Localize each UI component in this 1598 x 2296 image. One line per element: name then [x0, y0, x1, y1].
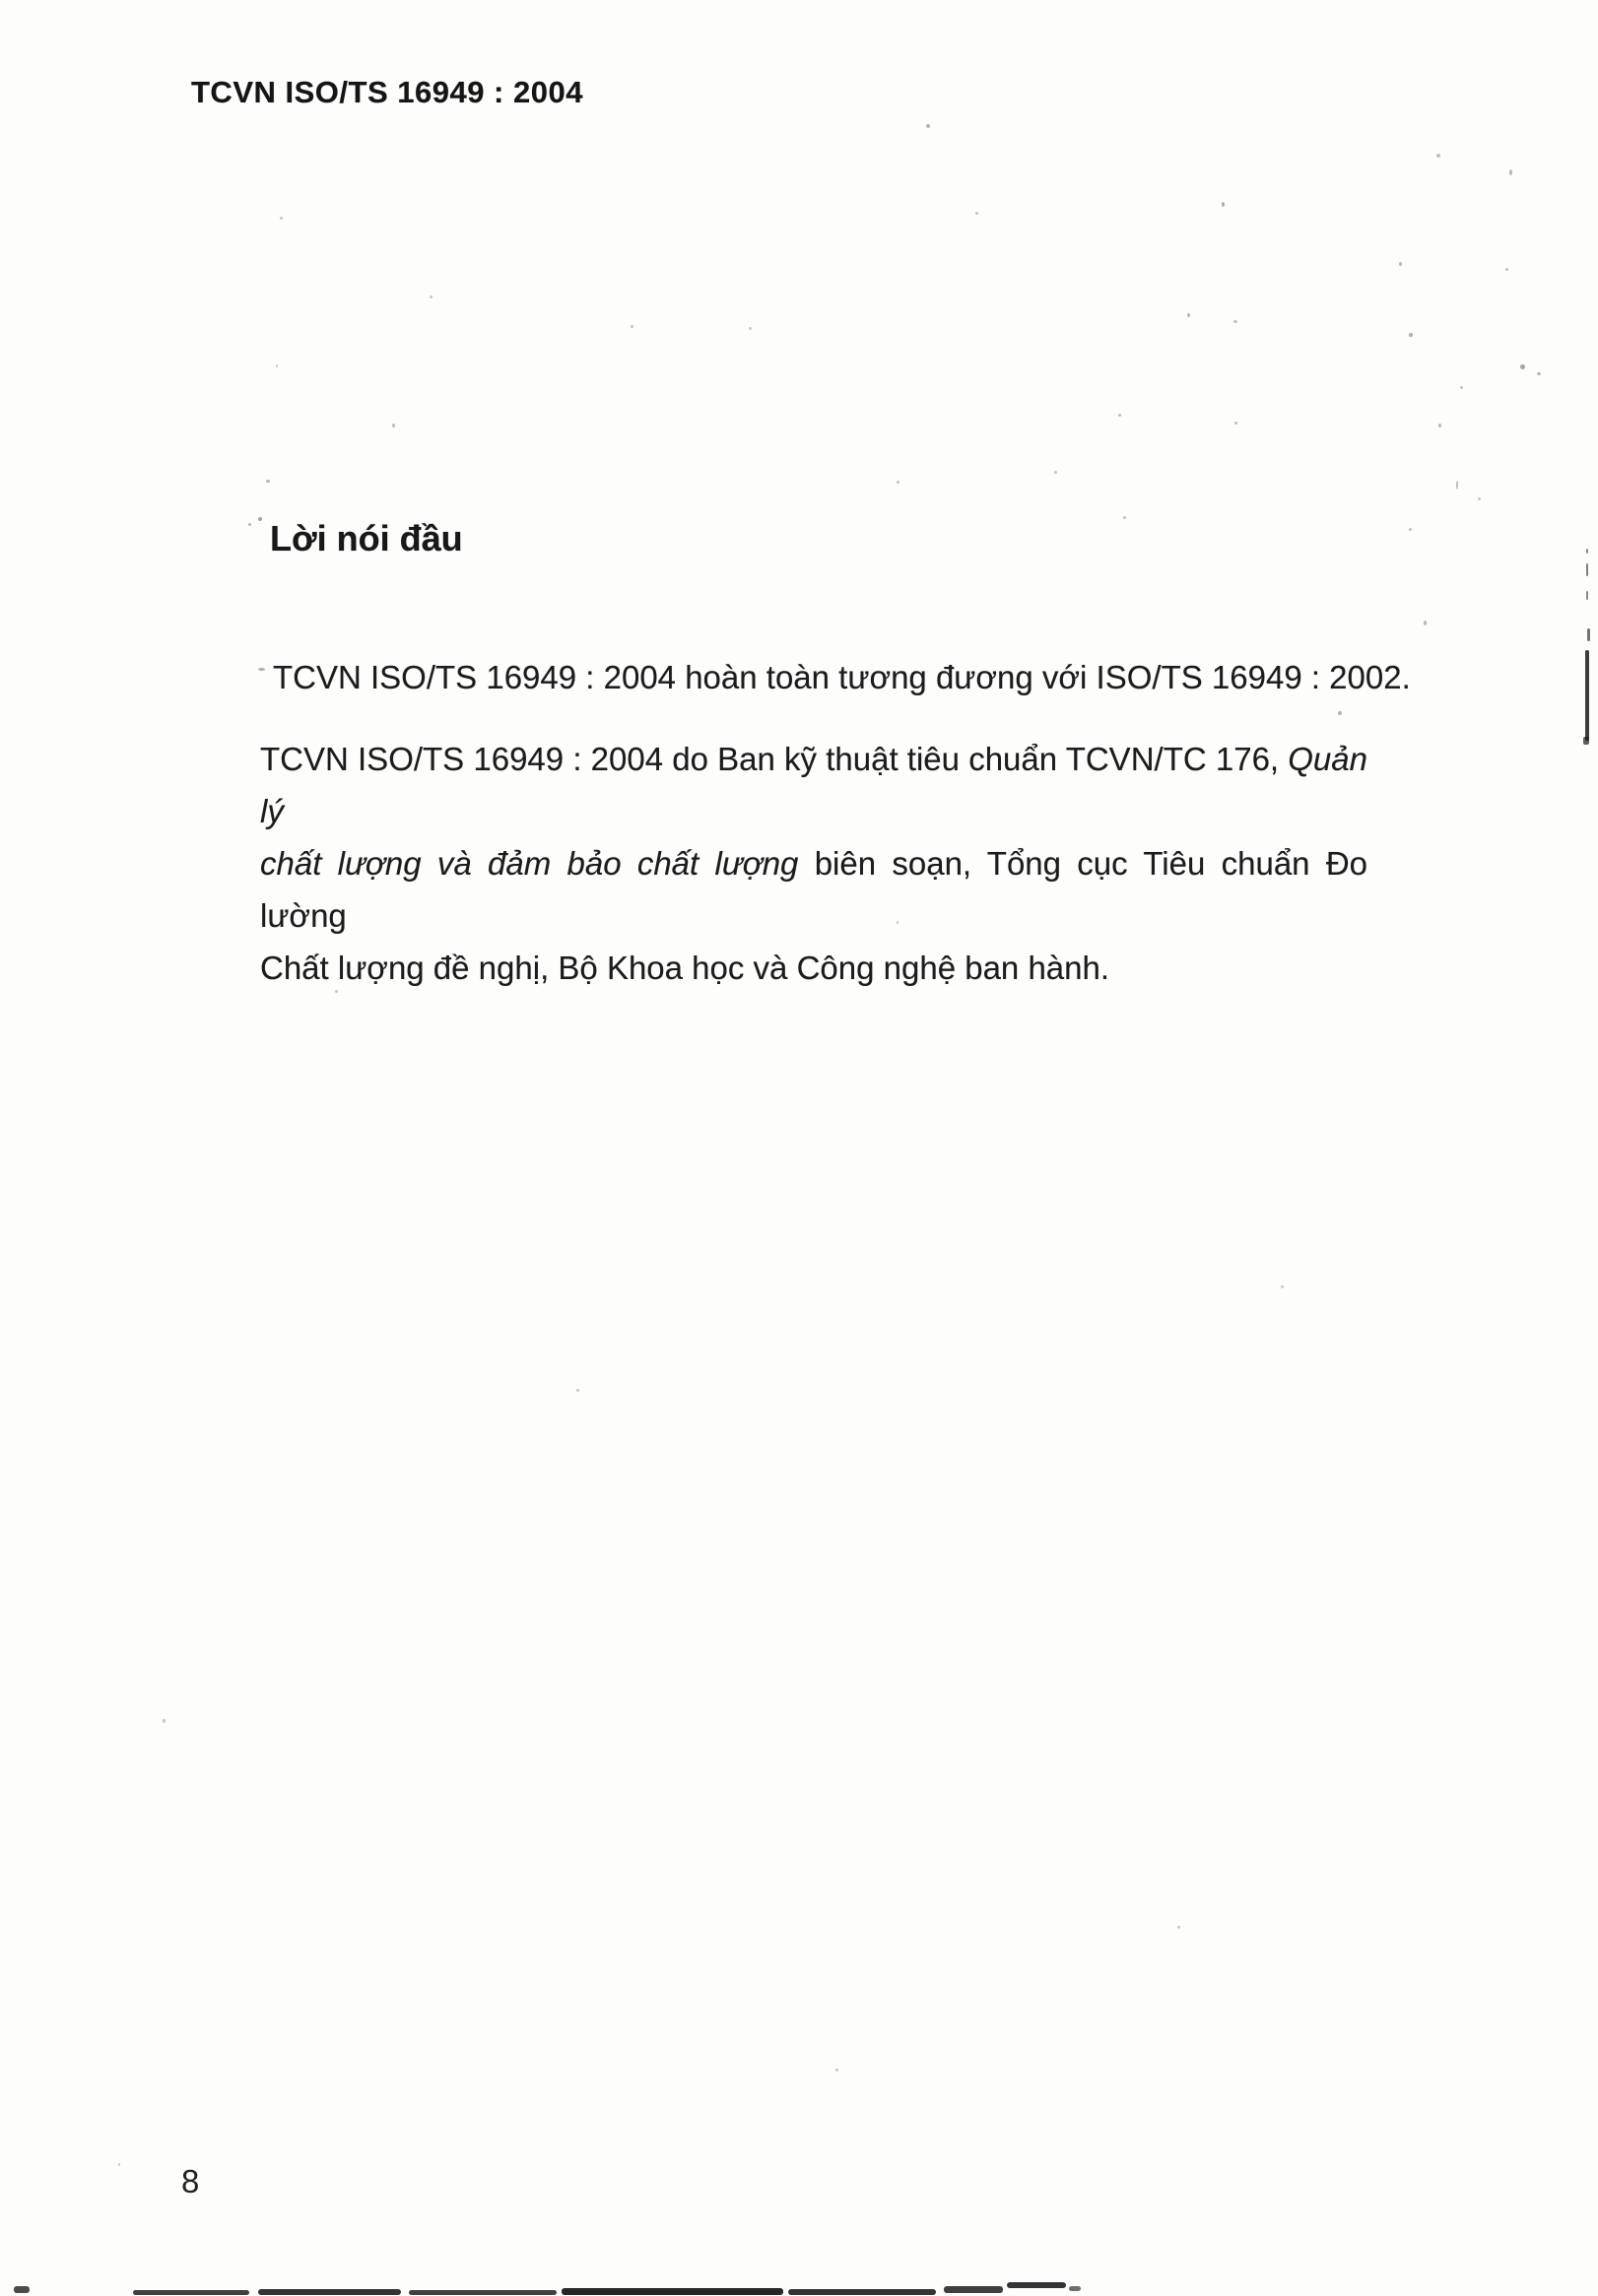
- scan-bottom-edge-segment: [944, 2286, 1003, 2293]
- scan-streak-segment: [1586, 563, 1588, 576]
- scan-speck: [1399, 262, 1402, 266]
- foreword-paragraph-equivalence: TCVN ISO/TS 16949 : 2004 hoàn toàn tương đương với ISO/TS 16949 : 2002.: [273, 659, 1411, 695]
- scan-speck: [975, 212, 978, 215]
- line1-italic-text: Quản lý: [260, 741, 1367, 829]
- scan-speck: [749, 327, 752, 330]
- paragraph-line-1: [260, 733, 1367, 837]
- scan-streak-segment: [1587, 628, 1590, 641]
- scan-speck: [1460, 386, 1463, 389]
- scan-speck: [926, 124, 930, 128]
- scan-speck: [163, 1719, 166, 1723]
- scan-speck: [1438, 424, 1441, 427]
- scan-speck: [1424, 621, 1427, 625]
- scan-streak-segment: [1586, 591, 1588, 600]
- line1-normal-text: TCVN ISO/TS 16949 : 2004 do Ban kỹ thuật tiêu chuẩn TCVN/TC 176,: [260, 741, 1289, 777]
- scan-speck: [118, 2163, 120, 2166]
- paragraph-line-2: [260, 837, 1367, 942]
- scan-speck: [576, 1389, 579, 1392]
- scan-speck: [1233, 320, 1237, 323]
- scan-bottom-edge-segment: [1007, 2282, 1066, 2288]
- scan-speck: [1456, 481, 1458, 490]
- page-number: 8: [181, 2163, 200, 2199]
- scan-speck: [1177, 1926, 1180, 1929]
- scan-speck: [248, 523, 251, 526]
- scan-speck: [1537, 372, 1541, 375]
- scan-speck: [1505, 268, 1508, 271]
- scan-speck: [835, 2068, 838, 2071]
- scan-speck: [1118, 414, 1121, 417]
- scan-speck: [258, 517, 262, 521]
- scan-speck: [1520, 364, 1525, 369]
- scan-speck: [1234, 422, 1237, 425]
- scan-speck: [392, 424, 395, 427]
- scan-streak-segment: [1583, 737, 1589, 745]
- scan-speck: [430, 295, 433, 298]
- scan-bottom-edge-segment: [562, 2288, 783, 2295]
- foreword-paragraph-committee: [260, 733, 1367, 994]
- scan-speck: [1409, 333, 1413, 337]
- scan-speck: [280, 217, 283, 220]
- line2-italic-text: chất lượng và đảm bảo chất lượng: [260, 845, 799, 882]
- scan-streak-segment: [1585, 650, 1589, 741]
- scan-speck: [1187, 313, 1190, 317]
- scan-speck: [1054, 471, 1057, 474]
- scan-streak-segment: [1586, 549, 1588, 554]
- scan-speck: [1222, 202, 1225, 207]
- scan-speck: [266, 480, 270, 483]
- scan-bottom-edge-segment: [14, 2286, 30, 2293]
- scan-speck: [897, 481, 899, 484]
- scan-speck: [1338, 711, 1342, 715]
- paragraph-line-3: Chất lượng đề nghị, Bộ Khoa học và Công nghệ ban hành.: [260, 950, 1110, 986]
- scan-speck: [1478, 497, 1481, 500]
- scan-speck: [258, 668, 265, 671]
- document-header-standard-code: TCVN ISO/TS 16949 : 2004: [191, 75, 583, 109]
- scan-speck: [1509, 169, 1512, 175]
- scan-bottom-edge-segment: [258, 2289, 401, 2295]
- scan-bottom-edge-segment: [1069, 2286, 1081, 2291]
- scan-speck: [1123, 516, 1126, 519]
- line2-normal-text: biên soạn, Tổng cục Tiêu chuẩn Đo lường: [260, 845, 1367, 934]
- scan-bottom-edge-segment: [409, 2290, 557, 2295]
- scan-speck: [1409, 528, 1412, 531]
- scan-speck: [1436, 154, 1440, 158]
- scan-speck: [276, 364, 278, 367]
- scan-bottom-edge-segment: [133, 2290, 249, 2295]
- scan-speck: [631, 325, 633, 328]
- scan-speck: [1281, 1285, 1284, 1288]
- foreword-heading: Lời nói đầu: [270, 518, 463, 558]
- scan-bottom-edge-segment: [788, 2289, 936, 2295]
